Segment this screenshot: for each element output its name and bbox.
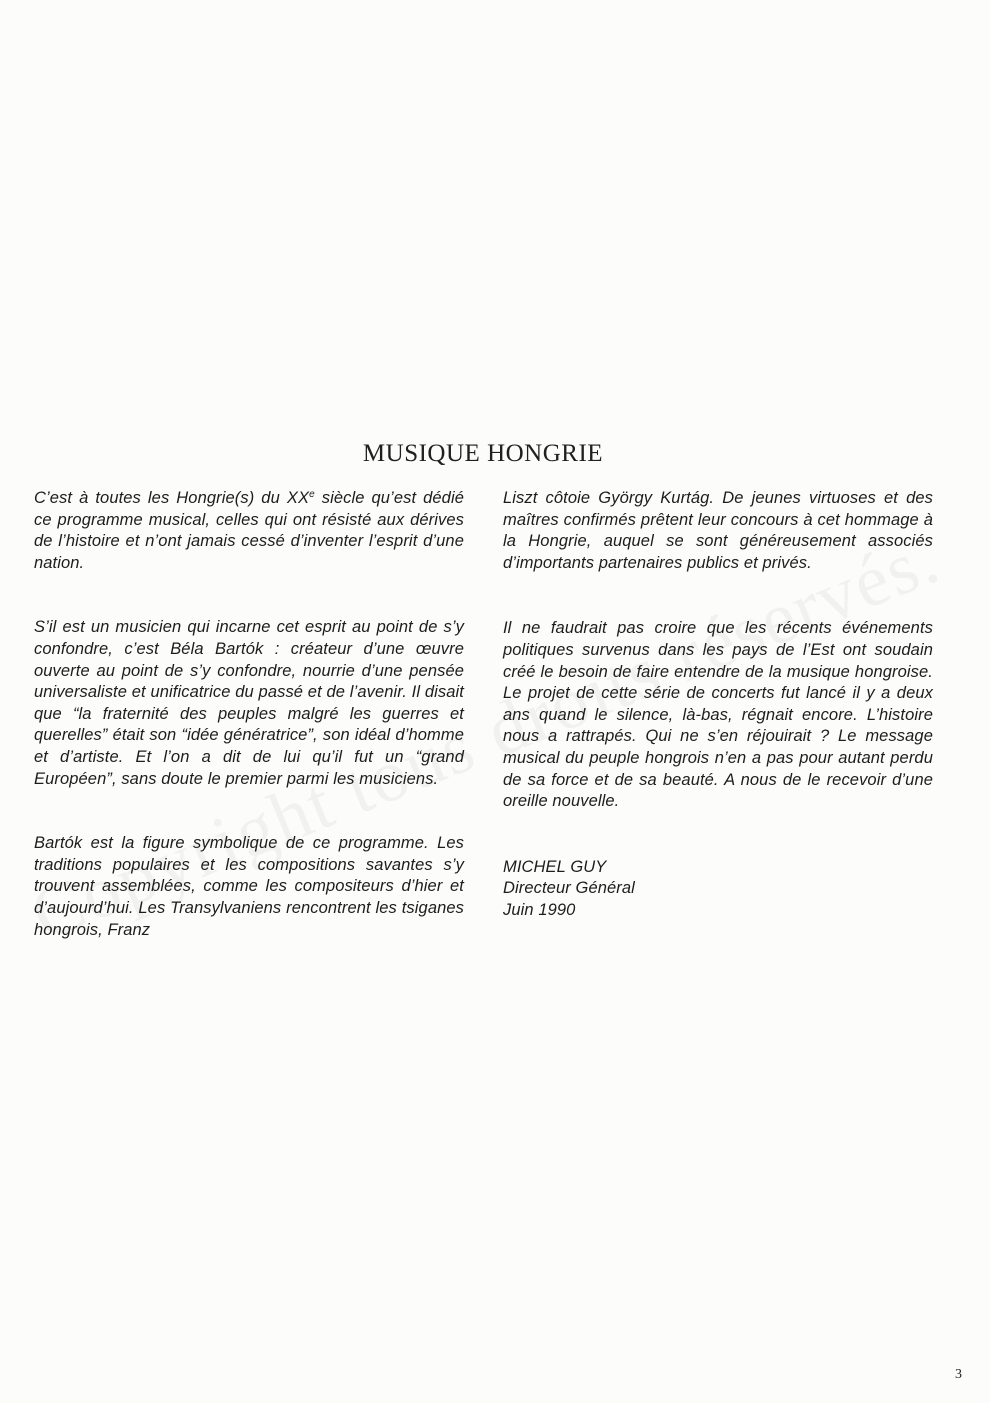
right-column xyxy=(503,488,933,922)
paragraph-programme: Bartók est la figure symbolique de ce programme. Les traditions populaires et les compositions savantes s’y trouvent assemblées, comme les compositeurs d’hier et d’aujourd’hui. Les Transylvaniens rencontrent les tsiganes hongrois, Franz xyxy=(34,834,464,939)
signature-block xyxy=(503,857,933,922)
page-number: 3 xyxy=(955,1367,962,1382)
paragraph-programme-continued: Liszt côtoie György Kurtág. De jeunes virtuoses et des maîtres confirmés prêtent leur concours à cet hommage à la Hongrie, auquel se sont généreusement associés d’importants partenaires publics et privés. xyxy=(503,489,933,572)
signature-date: Juin 1990 xyxy=(503,900,576,919)
signature-role: Directeur Général xyxy=(503,879,635,898)
paragraph-events: Il ne faudrait pas croire que les récents événements politiques survenus dans les pays de l’Est ont soudain créé le besoin de faire entendre de la musique hongroise. Le projet de cette série de concerts fut lancé il y a deux ans quand le silence, là-bas, régnait encore. L’histoire nous a rattrapés. Qui ne s’en réjouirait ? Le message musical du peuple hongrois n’en a pas pour autant perdu de sa force et de sa beauté. A nous de le recevoir d’une oreille nouvelle. xyxy=(503,619,933,811)
left-column xyxy=(34,488,464,941)
signature-name: MICHEL GUY xyxy=(503,857,607,876)
page-title: MUSIQUE HONGRIE xyxy=(362,440,604,467)
paragraph-intro-end: siècle qu’est dédié ce programme musical, celles qui ont résisté aux dérives de l’histoire et n’ont jamais cessé d’inventer l’esprit d’une nation. xyxy=(34,489,464,572)
paragraph-bartok: S’il est un musicien qui incarne cet esprit au point de s’y confondre, c’est Béla Bartók : créateur d’une œuvre ouverte au point de s’y confondre, nourrie d’une pensée universaliste et unificatrice du passé et de l’avenir. Il disait que “la fraternité des peuples malgré les guerres et querelles” était son “idée génératrice”, son idéal d’homme et d’artiste. Et l’on a dit de lui qu’il fut un “grand Européen”, sans doute le premier parmi les musiciens. xyxy=(34,618,464,788)
paragraph-intro-start: C’est à toutes les Hongrie(s) du XX xyxy=(34,489,310,507)
century-superscript: e xyxy=(309,489,315,500)
paragraph-intro xyxy=(34,488,464,574)
